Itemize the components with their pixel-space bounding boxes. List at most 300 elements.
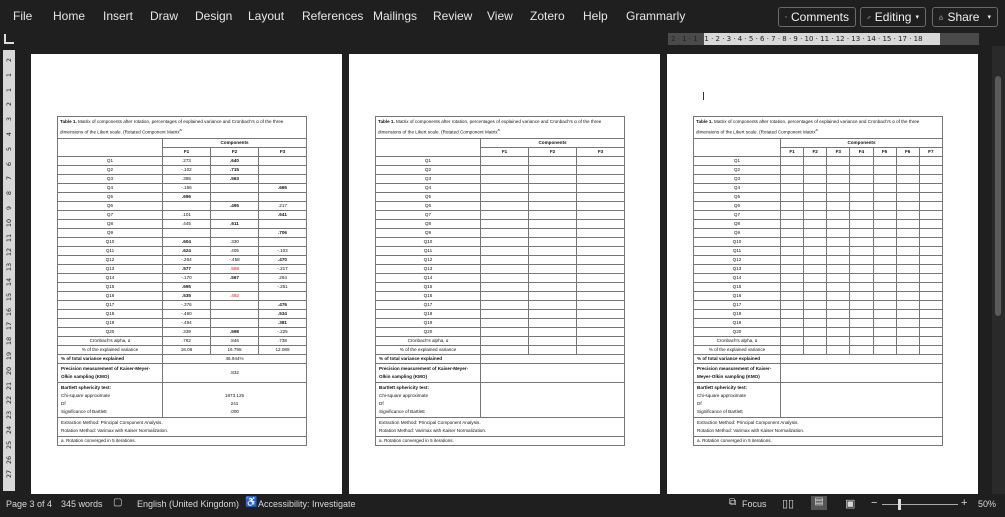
empty-cell [781, 327, 804, 336]
empty-cell [577, 318, 625, 327]
zoom-out-icon[interactable]: − [871, 497, 878, 509]
table-row [376, 201, 625, 210]
total-variance-value: 46.944% [163, 354, 307, 363]
empty-cell [896, 237, 919, 246]
editing-mode-button[interactable] [860, 7, 926, 27]
empty-cell [481, 318, 529, 327]
item-label: Q7 [58, 210, 163, 219]
empty-cell [781, 264, 804, 273]
empty-cell [481, 354, 625, 363]
scrollbar-thumb[interactable] [995, 76, 1001, 316]
empty-cell [577, 255, 625, 264]
empty-cell [919, 309, 942, 318]
empty-cell [827, 345, 850, 354]
empty-cell [529, 228, 577, 237]
empty-cell [873, 282, 896, 291]
empty-cell [850, 174, 873, 183]
item-label: Q18 [376, 309, 481, 318]
bartlett-values [481, 382, 625, 417]
item-label: Q8 [694, 219, 781, 228]
focus-button[interactable]: Focus [742, 499, 767, 509]
empty-cell [481, 273, 529, 282]
tab-view[interactable]: View [487, 9, 513, 23]
bartlett-block [376, 382, 481, 417]
empty-cell [873, 156, 896, 165]
zoom-slider-thumb[interactable] [898, 499, 901, 510]
loading-value: .492 [211, 291, 259, 300]
df-label: Df [379, 400, 384, 406]
item-label: Q1 [694, 156, 781, 165]
item-label: Q13 [694, 264, 781, 273]
empty-cell [896, 228, 919, 237]
accessibility-status[interactable]: Accessibility: Investigate [258, 499, 356, 509]
cronbach-label: Cronbach's alpha, α [694, 336, 781, 345]
variance-value: 16.795 [211, 345, 259, 354]
empty-cell [827, 309, 850, 318]
empty-cell [529, 246, 577, 255]
table-row [694, 309, 943, 318]
empty-cell [850, 219, 873, 228]
tab-review[interactable]: Review [433, 9, 473, 23]
table-row [376, 273, 625, 282]
vertical-ruler-label: 8 [5, 191, 13, 196]
empty-cell [827, 237, 850, 246]
table-caption-note: a [497, 128, 500, 132]
empty-cell [873, 210, 896, 219]
empty-cell [529, 282, 577, 291]
page-4[interactable] [667, 54, 978, 494]
proofing-icon[interactable]: ▢ [113, 497, 123, 508]
tab-design[interactable]: Design [195, 9, 233, 23]
empty-cell [781, 246, 804, 255]
empty-cell [781, 345, 804, 354]
empty-cell [873, 345, 896, 354]
word-count[interactable]: 345 words [61, 499, 103, 509]
df-label: Df [61, 400, 66, 406]
empty-cell [529, 273, 577, 282]
vertical-ruler-label: 2 [5, 102, 13, 107]
loading-value [259, 174, 307, 183]
empty-cell [781, 210, 804, 219]
empty-cell [919, 291, 942, 300]
empty-cell [896, 273, 919, 282]
empty-cell [919, 228, 942, 237]
loading-value: -.376 [163, 300, 211, 309]
table-row [58, 327, 307, 336]
table-row [694, 156, 943, 165]
table-row [58, 255, 307, 264]
loading-value: .640 [211, 156, 259, 165]
empty-cell [481, 255, 529, 264]
tab-mailings[interactable]: Mailings [373, 9, 418, 23]
empty-cell [481, 156, 529, 165]
item-label: Q1 [376, 156, 481, 165]
components-header: Components [163, 138, 307, 147]
vertical-ruler-label: 5 [5, 146, 13, 151]
item-label: Q6 [58, 201, 163, 210]
loading-value: .604 [163, 237, 211, 246]
sig-label: Significance of Bartlett [379, 408, 425, 414]
components-header: Components [781, 138, 943, 147]
empty-cell [919, 237, 942, 246]
empty-cell [873, 201, 896, 210]
item-label: Q16 [58, 291, 163, 300]
table-row [58, 282, 307, 291]
vertical-ruler-label: 19 [5, 351, 13, 361]
df-value: 241 [230, 400, 239, 406]
table-row [58, 300, 307, 309]
table-row [376, 264, 625, 273]
factor-header: F3 [577, 147, 625, 156]
item-label: Q17 [58, 300, 163, 309]
empty-cell [481, 300, 529, 309]
empty-cell [896, 219, 919, 228]
loading-value: .695 [163, 282, 211, 291]
bartlett-values [781, 382, 943, 417]
loading-value: .569 [211, 264, 259, 273]
empty-cell [481, 174, 529, 183]
item-label: Q20 [376, 327, 481, 336]
loading-value [163, 228, 211, 237]
empty-cell [781, 228, 804, 237]
item-label: Q17 [376, 300, 481, 309]
loading-value: .405 [211, 246, 259, 255]
item-label: Q6 [376, 201, 481, 210]
empty-cell [481, 309, 529, 318]
empty-cell [850, 282, 873, 291]
table-row [376, 174, 625, 183]
loading-value: -.170 [163, 273, 211, 282]
tab-grammarly[interactable]: Grammarly [626, 9, 686, 23]
empty-cell [873, 237, 896, 246]
empty-cell [896, 174, 919, 183]
empty-cell [896, 192, 919, 201]
empty-cell [896, 255, 919, 264]
empty-cell [850, 327, 873, 336]
item-label: Q12 [376, 255, 481, 264]
tab-help[interactable]: Help [583, 9, 608, 23]
vertical-ruler-label: 10 [5, 218, 13, 227]
empty-cell [577, 165, 625, 174]
empty-cell [804, 183, 827, 192]
header-blank [58, 138, 163, 156]
loading-value [211, 210, 259, 219]
empty-cell [850, 192, 873, 201]
item-label: Q17 [694, 300, 781, 309]
empty-cell [804, 246, 827, 255]
table-row [58, 291, 307, 300]
table-caption [58, 117, 307, 139]
ruler-row [0, 32, 1005, 46]
empty-cell [529, 165, 577, 174]
sig-label: Significance of Bartlett [697, 408, 743, 414]
item-label: Q3 [694, 174, 781, 183]
empty-cell [804, 210, 827, 219]
empty-cell [577, 300, 625, 309]
tab-references[interactable]: References [302, 9, 364, 23]
empty-cell [804, 237, 827, 246]
language-indicator[interactable]: English (United Kingdom) [137, 499, 240, 509]
empty-cell [896, 210, 919, 219]
empty-cell [919, 165, 942, 174]
page-indicator[interactable]: Page 3 of 4 [6, 499, 53, 509]
variance-label: % of the explained variance [376, 345, 481, 354]
kmo-value: .832 [163, 363, 307, 382]
table-row [694, 201, 943, 210]
empty-cell [896, 318, 919, 327]
table-row [376, 228, 625, 237]
web-layout-icon[interactable]: ▣ [845, 498, 856, 510]
chi-label: Chi-square approximate [379, 392, 429, 398]
empty-cell [529, 318, 577, 327]
item-label: Q9 [376, 228, 481, 237]
empty-cell [919, 192, 942, 201]
loading-value: .330 [211, 237, 259, 246]
chi-value: 1873.125 [224, 392, 245, 398]
loading-value: .611 [211, 219, 259, 228]
factor-header: F7 [919, 147, 942, 156]
horizontal-ruler[interactable] [668, 33, 979, 45]
empty-cell [481, 165, 529, 174]
vertical-ruler-label: 24 [5, 425, 13, 435]
share-icon [939, 12, 943, 23]
empty-cell [804, 219, 827, 228]
empty-cell [481, 237, 529, 246]
document-canvas [17, 46, 991, 494]
item-label: Q13 [376, 264, 481, 273]
vertical-ruler-label: 4 [5, 131, 13, 137]
empty-cell [827, 183, 850, 192]
empty-cell [827, 156, 850, 165]
table-row [376, 237, 625, 246]
loading-value: .339 [163, 327, 211, 336]
empty-cell [781, 192, 804, 201]
header-blank [376, 138, 481, 156]
print-layout-icon[interactable]: ▤ [811, 496, 827, 510]
vertical-ruler-label: 1 [5, 87, 13, 92]
tab-zotero[interactable]: Zotero [530, 9, 565, 23]
cronbach-value: .846 [211, 336, 259, 345]
table-row [58, 201, 307, 210]
editing-label: Editing [874, 10, 912, 24]
ruler-labels: 2 · 1 · 1 · 1 · 2 · 3 · 4 · 5 · 6 · 7 · 8 · 9 · 10 · 11 · 12 · 13 · 14 · 15 · 17 · 18 [671, 35, 923, 43]
bartlett-block [58, 382, 163, 417]
table-row [376, 246, 625, 255]
item-label: Q2 [58, 165, 163, 174]
empty-cell [919, 264, 942, 273]
zoom-in-icon[interactable]: + [961, 497, 968, 509]
vertical-ruler-label: 2 [5, 57, 13, 63]
item-label: Q11 [694, 246, 781, 255]
empty-cell [850, 273, 873, 282]
chi-label: Chi-square approximate [697, 392, 747, 398]
loading-value: .445 [163, 219, 211, 228]
item-label: Q16 [376, 291, 481, 300]
footnote-convergence: a. Rotation converged in 5 iterations. [58, 436, 307, 445]
table-row [694, 246, 943, 255]
loading-value: .385 [163, 174, 211, 183]
loading-value [163, 201, 211, 210]
loading-value [259, 156, 307, 165]
loading-value: -.494 [163, 318, 211, 327]
zoom-level[interactable]: 50% [978, 499, 997, 509]
sig-label: Significance of Bartlett [61, 408, 107, 414]
factor-header: F6 [896, 147, 919, 156]
empty-cell [804, 336, 827, 345]
empty-cell [481, 363, 625, 382]
loading-value [211, 282, 259, 291]
table-row [376, 156, 625, 165]
empty-cell [781, 255, 804, 264]
item-label: Q3 [376, 174, 481, 183]
comments-button[interactable] [778, 7, 856, 27]
table-row [376, 327, 625, 336]
vertical-ruler[interactable] [3, 50, 15, 491]
loading-value: .534 [259, 309, 307, 318]
empty-cell [781, 174, 804, 183]
table-row [376, 255, 625, 264]
empty-cell [873, 273, 896, 282]
vertical-ruler-label: 16 [5, 307, 13, 316]
empty-cell [873, 291, 896, 300]
item-label: Q14 [376, 273, 481, 282]
accessibility-icon: ♿ [245, 497, 258, 508]
page-2[interactable] [31, 54, 342, 494]
vertical-scrollbar[interactable] [992, 46, 1005, 494]
share-label: Share [947, 10, 980, 24]
tab-insert[interactable]: Insert [103, 9, 134, 23]
tab-draw[interactable]: Draw [150, 9, 179, 23]
empty-cell [577, 156, 625, 165]
tab-file[interactable]: File [13, 9, 33, 23]
empty-cell [529, 219, 577, 228]
empty-cell [919, 210, 942, 219]
ribbon [0, 0, 1005, 32]
df-label: Df [697, 400, 702, 406]
empty-cell [919, 183, 942, 192]
empty-cell [827, 336, 850, 345]
cronbach-value: .762 [163, 336, 211, 345]
vertical-ruler-label: 13 [5, 263, 13, 272]
table-row [376, 318, 625, 327]
table-row [58, 309, 307, 318]
empty-cell [804, 291, 827, 300]
vertical-ruler-label: 20 [5, 366, 13, 375]
bartlett-label: Bartlett sphericity test: [61, 384, 112, 390]
empty-cell [781, 300, 804, 309]
empty-cell [873, 219, 896, 228]
table-caption-note: a [815, 128, 818, 132]
item-label: Q11 [58, 246, 163, 255]
table-row [694, 228, 943, 237]
empty-cell [827, 318, 850, 327]
table-footnotes [376, 417, 625, 436]
empty-cell [827, 282, 850, 291]
loading-value: .696 [163, 192, 211, 201]
table-caption-text: Matrix of components after rotation, percentages of explained variance and Cronbach's α of the three dimensions of the Likert scale. (Rotated Component Matrix [378, 119, 602, 135]
tab-layout[interactable]: Layout [248, 9, 285, 23]
item-label: Q5 [376, 192, 481, 201]
total-variance-label: % of total variance explained [376, 354, 481, 363]
read-mode-icon[interactable]: ▯▯ [782, 498, 795, 510]
table-caption-text: Matrix of components after rotation, percentages of explained variance and Cronbach's α of the three dimensions of the Likert scale. (Rotated Component Matrix [60, 119, 284, 135]
item-label: Q11 [376, 246, 481, 255]
empty-cell [873, 336, 896, 345]
bartlett-block [694, 382, 781, 417]
loading-value: .470 [259, 255, 307, 264]
variance-value: 18.06 [163, 345, 211, 354]
item-label: Q9 [694, 228, 781, 237]
empty-cell [481, 210, 529, 219]
empty-cell [577, 273, 625, 282]
empty-cell [781, 336, 804, 345]
empty-cell [827, 264, 850, 273]
results-table [375, 116, 625, 446]
variance-value: 12.089 [259, 345, 307, 354]
empty-cell [873, 318, 896, 327]
factor-header: F2 [529, 147, 577, 156]
empty-cell [919, 174, 942, 183]
chi-label: Chi-square approximate [61, 392, 111, 398]
loading-value: .665 [259, 183, 307, 192]
zoom-slider[interactable] [882, 504, 958, 505]
footnote-extraction: Extraction Method: Principal Component Analysis. [61, 419, 163, 425]
empty-cell [781, 156, 804, 165]
empty-cell [481, 336, 529, 345]
empty-cell [827, 174, 850, 183]
empty-cell [804, 327, 827, 336]
share-button[interactable] [932, 7, 998, 27]
empty-cell [827, 291, 850, 300]
empty-cell [850, 237, 873, 246]
loading-value: .476 [259, 300, 307, 309]
empty-cell [804, 264, 827, 273]
empty-cell [481, 228, 529, 237]
loading-value: .641 [259, 210, 307, 219]
loading-value: .567 [211, 273, 259, 282]
loading-value [211, 318, 259, 327]
empty-cell [481, 345, 529, 354]
empty-cell [529, 309, 577, 318]
item-label: Q10 [694, 237, 781, 246]
empty-cell [919, 156, 942, 165]
table-row [694, 282, 943, 291]
focus-icon: ⧉ [729, 497, 737, 508]
empty-cell [781, 183, 804, 192]
empty-cell [577, 201, 625, 210]
item-label: Q14 [58, 273, 163, 282]
cronbach-label: Cronbach's alpha, α [58, 336, 163, 345]
footnote-convergence: a. Rotation converged in 5 iterations. [376, 436, 625, 445]
table-caption-label: Table 1. [696, 119, 713, 124]
tab-home[interactable]: Home [53, 9, 86, 23]
item-label: Q12 [694, 255, 781, 264]
factor-header: F2 [211, 147, 259, 156]
page-3[interactable] [349, 54, 660, 494]
item-label: Q16 [694, 291, 781, 300]
empty-cell [481, 201, 529, 210]
empty-cell [804, 192, 827, 201]
item-label: Q14 [694, 273, 781, 282]
table-footnotes [694, 417, 943, 436]
tab-selector-icon[interactable] [4, 34, 14, 44]
total-variance-label: % of total variance explained [58, 354, 163, 363]
empty-cell [481, 291, 529, 300]
loading-value: .495 [211, 201, 259, 210]
empty-cell [529, 291, 577, 300]
empty-cell [804, 309, 827, 318]
loading-value: .577 [163, 264, 211, 273]
